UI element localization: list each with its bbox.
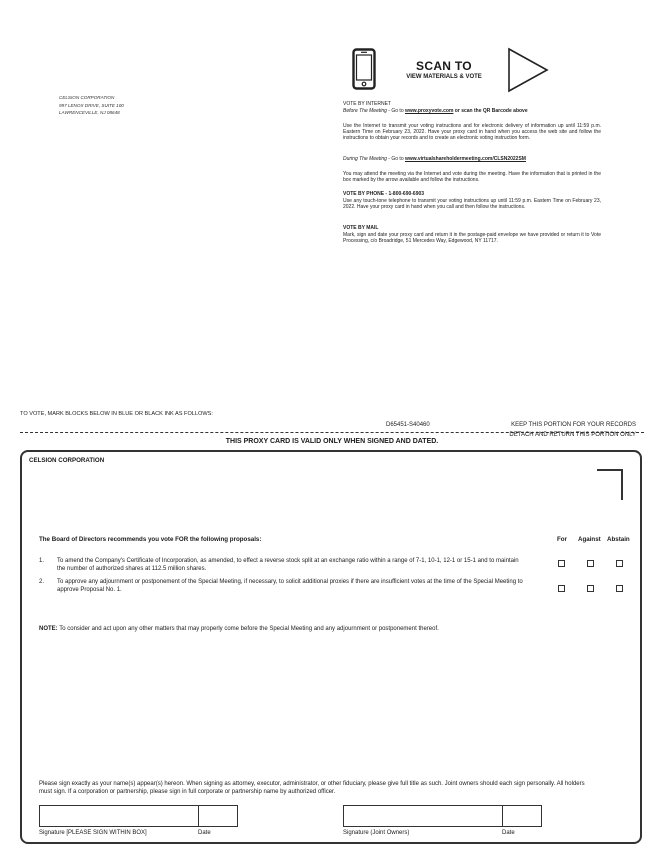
proposal-1-abstain-checkbox[interactable] [616, 560, 623, 567]
during-meeting-line [343, 156, 601, 162]
control-number: D65451-S40460 [386, 422, 430, 428]
proposal-2-against-checkbox[interactable] [587, 585, 594, 592]
card-company-name: CELSION CORPORATION [29, 457, 105, 464]
company-address [59, 94, 124, 117]
during-meeting-prefix: - Go to [386, 156, 405, 162]
joint-date-box[interactable] [502, 805, 542, 827]
board-recommendation: The Board of Directors recommends you vote FOR the following proposals: [39, 536, 262, 543]
signature-box[interactable] [39, 805, 199, 827]
date-label: Date [198, 830, 211, 836]
joint-signature-box[interactable] [343, 805, 503, 827]
date-box[interactable] [198, 805, 238, 827]
validity-notice: THIS PROXY CARD IS VALID ONLY WHEN SIGNED AND DATED. [225, 438, 439, 445]
scan-subtitle: VIEW MATERIALS & VOTE [406, 74, 482, 80]
mail-body: Mark, sign and date your proxy card and return it in the postage-paid envelope we have provided or return it to Vote Processing, c/o Broadridge, 51 Mercedes Way, Edgewood, NY 11717. [343, 232, 601, 245]
note-label: NOTE: [39, 626, 58, 632]
joint-signature-label: Signature (Joint Owners) [343, 830, 410, 836]
proposal-1-for-checkbox[interactable] [558, 560, 565, 567]
column-for: For [557, 536, 567, 543]
signing-instructions: Please sign exactly as your name(s) appear(s) hereon. When signing as attorney, executor, administrator, or other fiduciary, please give full title as such. Joint owners should each sign personally. All holders must sign. If a corporation or partnership, please sign in full corporate or partnership name by authorized officer. [39, 781, 585, 795]
proposal-2-abstain-checkbox[interactable] [616, 585, 623, 592]
detach-portion-text: DETACH AND RETURN THIS PORTION ONLY [509, 432, 636, 438]
proposal-text: To amend the Company's Certificate of Incorporation, as amended, to effect a reverse stock split at an exchange ratio within a range of 7-1, 10-1, 12-1 or 15-1 and to maintain the number of authorized shares at 112.5 million shares. [57, 558, 519, 572]
before-meeting-prefix: - Go to [386, 108, 405, 114]
mark-instructions: TO VOTE, MARK BLOCKS BELOW IN BLUE OR BLACK INK AS FOLLOWS: [20, 411, 213, 417]
virtual-meeting-link[interactable]: www.virtualshareholdermeeting.com/CLSN2022SM [404, 156, 526, 162]
play-arrow-icon [507, 47, 549, 93]
before-meeting-line [343, 108, 601, 114]
smartphone-icon [352, 48, 376, 90]
during-meeting-body: You may attend the meeting via the Internet and vote during the meeting. Have the information that is printed in the box marked by the arrow available and follow the instructions. [343, 171, 601, 184]
address-line: LAWRENCEVILLE, NJ 08648 [59, 110, 120, 115]
column-against: Against [578, 536, 601, 543]
address-line: CELSION CORPORATION [59, 95, 115, 100]
joint-date-label: Date [502, 830, 515, 836]
internet-body: Use the Internet to transmit your voting instructions and for electronic delivery of information up until 11:59 p.m. Eastern Time on February 23, 2022. Have your proxy card in hand when you access the web site and follow the instructions to obtain your records and to create an electronic voting instruction form. [343, 123, 601, 142]
keep-portion-text: KEEP THIS PORTION FOR YOUR RECORDS [511, 422, 636, 428]
proposal-2-for-checkbox[interactable] [558, 585, 565, 592]
corner-mark [597, 469, 623, 500]
phone-heading: VOTE BY PHONE - 1-800-690-6903 [343, 191, 425, 197]
column-abstain: Abstain [607, 536, 630, 543]
note [39, 626, 619, 632]
phone-body: Use any touch-tone telephone to transmit your voting instructions up until 11:59 p.m. Eastern Time on February 23, 2022. Have your proxy card in hand when you call and then follow the instructions. [343, 198, 601, 211]
proposal-text: To approve any adjournment or postponement of the Special Meeting, if necessary, to solicit additional proxies if there are insufficient votes at the time of the Special Meeting to approve Proposal No. 1. [57, 579, 523, 593]
address-line: 997 LENOX DRIVE, SUITE 100 [59, 102, 124, 108]
internet-heading: VOTE BY INTERNET [343, 101, 391, 107]
proposal-number: 1. [39, 558, 45, 564]
scan-title: SCAN TO [416, 59, 472, 73]
mail-heading: VOTE BY MAIL [343, 225, 379, 231]
before-meeting-label: Before The Meeting [343, 108, 387, 114]
during-meeting-label: During The Meeting [343, 156, 387, 162]
proxyvote-link[interactable]: www.proxyvote.com [404, 108, 454, 114]
note-text: To consider and act upon any other matters that may properly come before the Special Meeting and any adjournment or postponement thereof. [57, 626, 439, 632]
proposal-1-against-checkbox[interactable] [587, 560, 594, 567]
proposal-number: 2. [39, 579, 45, 585]
before-meeting-suffix: or scan the QR Barcode above [453, 108, 528, 114]
signature-label: Signature [PLEASE SIGN WITHIN BOX] [39, 830, 147, 836]
